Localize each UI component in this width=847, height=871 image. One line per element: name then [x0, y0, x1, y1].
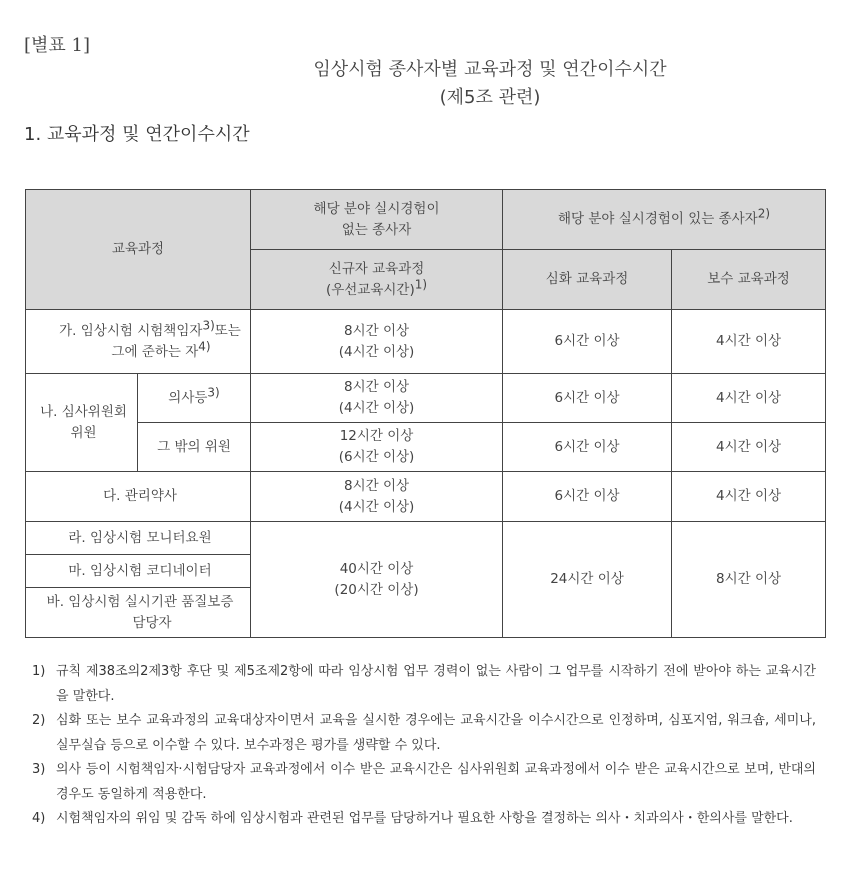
row-label-ba: 바. 임상시험 실시기관 품질보증 담당자: [26, 588, 251, 638]
page-title: [250, 56, 730, 112]
header-new-course-line2: (우선교육시간)1): [325, 277, 428, 298]
header-no-experience: [251, 190, 503, 250]
footnote-1: [32, 660, 816, 709]
row-da-refresher-hours: 4시간 이상: [672, 472, 826, 522]
footnote-ref-1: 1): [414, 277, 428, 291]
row-na-other-new-hours: 12시간 이상 (6시간 이상): [251, 423, 503, 472]
row-ga-new-hours: 8시간 이상 (4시간 이상): [251, 310, 503, 374]
header-new-course: [251, 250, 503, 310]
footnote-text: 의사 등이 시험책임자·시험담당자 교육과정에서 이수 받은 교육시간은 심사위원회 교육과정에서 이수 받은 교육시간으로 보며, 반대의 경우도 동일하게 적용한다.: [56, 762, 816, 802]
header-new-course-line1: 신규자 교육과정: [328, 260, 425, 277]
row-label-na: 나. 심사위원회 위원: [26, 374, 138, 472]
annex-label: [별표 1]: [24, 35, 90, 56]
row-na-doctor-refresher-hours: 4시간 이상: [672, 374, 826, 423]
row-da-new-hours: 8시간 이상 (4시간 이상): [251, 472, 503, 522]
row-label-na-doctor: 의사등3): [138, 374, 251, 423]
footnote-ref-2: 2): [757, 206, 771, 221]
footnote-number: 1): [32, 664, 46, 679]
education-table: [25, 189, 826, 638]
section-heading: 1. 교육과정 및 연간이수시간: [24, 124, 250, 145]
row-na-other-refresher-hours: 4시간 이상: [672, 423, 826, 472]
row-label-ga: 가. 임상시험 시험책임자3)또는 그에 준하는 자4): [26, 310, 251, 374]
footnote-4: [32, 807, 816, 832]
footnote-text: 시험책임자의 위임 및 감독 하에 임상시험과 관련된 업무를 담당하거나 필요한 사항을 결정하는 의사・치과의사・한의사를 말한다.: [56, 811, 793, 826]
footnote-text: 심화 또는 보수 교육과정의 교육대상자이면서 교육을 실시한 경우에는 교육시간을 이수시간으로 인정하며, 심포지엄, 워크숍, 세미나, 실무실습 등으로 이수할 수 있다. 보수과정은 평가를 생략할 수 있다.: [56, 713, 816, 753]
row-ga-refresher-hours: 4시간 이상: [672, 310, 826, 374]
row-label-ma: 마. 임상시험 코디네이터: [26, 555, 251, 588]
header-no-experience-line2: 없는 종사자: [341, 221, 412, 238]
header-advanced-course: 심화 교육과정: [503, 250, 672, 310]
row-na-other-advanced-hours: 6시간 이상: [503, 423, 672, 472]
footnote-text: 규칙 제38조의2제3항 후단 및 제5조제2항에 따라 임상시험 업무 경력이 없는 사람이 그 업무를 시작하기 전에 받아야 하는 교육시간을 말한다.: [56, 664, 816, 704]
footnote-number: 4): [32, 811, 46, 826]
title-line-2: (제5조 관련): [439, 87, 541, 108]
footnote-3: [32, 758, 816, 807]
row-rmb-new-hours: 40시간 이상 (20시간 이상): [251, 522, 503, 638]
row-label-na-other: 그 밖의 위원: [138, 423, 251, 472]
header-no-experience-line1: 해당 분야 실시경험이: [313, 200, 440, 217]
footnote-number: 3): [32, 762, 46, 777]
footnote-number: 2): [32, 713, 46, 728]
row-ga-advanced-hours: 6시간 이상: [503, 310, 672, 374]
row-na-doctor-advanced-hours: 6시간 이상: [503, 374, 672, 423]
row-rmb-advanced-hours: 24시간 이상: [503, 522, 672, 638]
footnote-2: [32, 709, 816, 758]
header-refresher-course: 보수 교육과정: [672, 250, 826, 310]
header-experience: [503, 190, 826, 250]
row-da-advanced-hours: 6시간 이상: [503, 472, 672, 522]
row-label-da: 다. 관리약사: [26, 472, 251, 522]
row-rmb-refresher-hours: 8시간 이상: [672, 522, 826, 638]
footnotes: [32, 660, 816, 832]
header-course: 교육과정: [26, 190, 251, 310]
row-label-ra: 라. 임상시험 모니터요원: [26, 522, 251, 555]
title-line-1: 임상시험 종사자별 교육과정 및 연간이수시간: [313, 59, 667, 80]
header-experience-text: 해당 분야 실시경험이 있는 종사자: [557, 211, 758, 227]
row-na-doctor-new-hours: 8시간 이상 (4시간 이상): [251, 374, 503, 423]
